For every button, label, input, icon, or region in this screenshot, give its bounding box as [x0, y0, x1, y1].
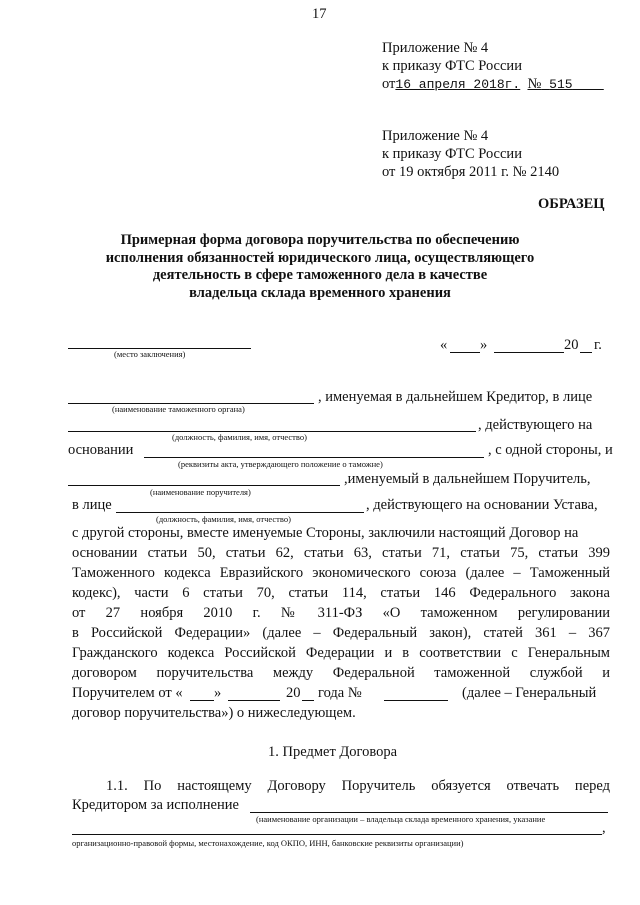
- guarantor-text: ,именуемый в дальнейшем Поручитель,: [344, 471, 591, 487]
- date-year-prefix: 20: [564, 337, 579, 353]
- in-person-label: в лице: [72, 497, 112, 513]
- annex-new-from-prefix: от: [382, 76, 396, 92]
- body-last-line: договор поручительства») о нижеследующем.: [72, 705, 356, 721]
- title-line-4: владельца склада временного хранения: [189, 284, 451, 301]
- body-line-7: Гражданского кодекса Российской Федерации и в соответствии с Генеральным: [72, 645, 610, 661]
- body-line-4: кодекс), части 6 статьи 70, статьи 114, статьи 146 Федерального закона: [72, 585, 610, 601]
- sample-label: ОБРАЗЕЦ: [538, 196, 605, 212]
- annex-new-date: 16 апреля 2018г.: [395, 77, 521, 92]
- charter-text: , действующего на основании Устава,: [366, 497, 598, 513]
- guarantor-date-mid: »: [214, 685, 222, 701]
- body-line-8: договором поручительства между Федеральной таможенной службой и: [72, 665, 610, 681]
- annex-old-line1: Приложение № 4: [382, 128, 489, 144]
- organization-caption-1: (наименование организации – владельца склада временного хранения, указание: [256, 814, 546, 824]
- annex-old-line3: от 19 октября 2011 г. № 2140: [382, 164, 560, 180]
- guarantor-number-line: [384, 700, 448, 701]
- position-caption-2: (должность, фамилия, имя, отчество): [156, 514, 291, 524]
- annex-new-line2: к приказу ФТС России: [382, 58, 522, 74]
- organization-comma: ,: [602, 820, 606, 836]
- basis-label: основании: [68, 442, 134, 458]
- annex-new-num-value: 515: [549, 77, 573, 92]
- date-day-line: [450, 352, 480, 353]
- guarantor-year-line: [302, 700, 314, 701]
- body-line-5: от 27 ноября 2010 г. № 311-ФЗ «О таможенном регулировании: [72, 605, 610, 621]
- document-title: [100, 232, 540, 302]
- guarantor-caption: (наименование поручителя): [150, 487, 251, 497]
- guarantor-day-line: [190, 700, 214, 701]
- body-line-3: Таможенного кодекса Евразийского экономического союза (далее – Таможенный: [72, 565, 610, 581]
- body-line-6: в Российской Федерации» (далее – Федеральный закон), статей 361 – 367: [72, 625, 610, 641]
- title-line-3: деятельность в сфере таможенного дела в качестве: [152, 267, 488, 283]
- clause-line-2: Кредитором за исполнение: [72, 797, 239, 813]
- section-heading: 1. Предмет Договора: [268, 744, 398, 760]
- date-year-suffix: г.: [594, 337, 602, 353]
- person-line: [116, 512, 364, 513]
- date-month-line: [494, 352, 564, 353]
- annex-new-line3: [382, 76, 604, 93]
- title-line-2: исполнения обязанностей юридического лица, осуществляющего: [105, 249, 535, 266]
- position-caption: (должность, фамилия, имя, отчество): [172, 432, 307, 442]
- one-side-text: , с одной стороны, и: [488, 442, 613, 458]
- date-year-line: [580, 352, 592, 353]
- acting-text: , действующего на: [478, 417, 593, 433]
- creditor-text: , именуемая в дальнейшем Кредитор, в лице: [318, 389, 593, 405]
- annex-new-line1: Приложение № 4: [382, 40, 489, 56]
- guarantor-suffix: (далее – Генеральный: [462, 685, 597, 701]
- annex-new-num-prefix: №: [527, 76, 542, 92]
- annex-old-line2: к приказу ФТС России: [382, 146, 522, 162]
- guarantor-month-line: [228, 700, 280, 701]
- page-number: 17: [312, 6, 327, 22]
- organization-line-2: [72, 834, 602, 835]
- act-caption: (реквизиты акта, утверждающего положение о таможне): [178, 459, 383, 469]
- organization-line: [250, 812, 608, 813]
- guarantor-year-suffix: года №: [318, 685, 362, 701]
- body-line-1: с другой стороны, вместе именуемые Стороны, заключили настоящий Договор на: [72, 525, 579, 541]
- date-close: »: [480, 337, 488, 353]
- date-open: «: [440, 337, 448, 353]
- title-line-1: Примерная форма договора поручительства по обеспечению: [120, 232, 520, 248]
- clause-line-1: 1.1. По настоящему Договору Поручитель обязуется отвечать перед: [106, 778, 610, 794]
- guarantor-year: 20: [286, 685, 301, 701]
- body-line-2: основании статьи 50, статьи 62, статьи 63, статьи 71, статьи 75, статьи 399: [72, 545, 610, 561]
- customs-caption: (наименование таможенного органа): [112, 404, 245, 414]
- place-caption: (место заключения): [114, 349, 186, 359]
- organization-caption-2: организационно-правовой формы, местонахождение, код ОКПО, ИНН, банковские реквизиты организации): [72, 838, 464, 848]
- guarantor-date-prefix: Поручителем от «: [72, 685, 183, 701]
- guarantor-line: [68, 485, 340, 486]
- act-line: [144, 457, 484, 458]
